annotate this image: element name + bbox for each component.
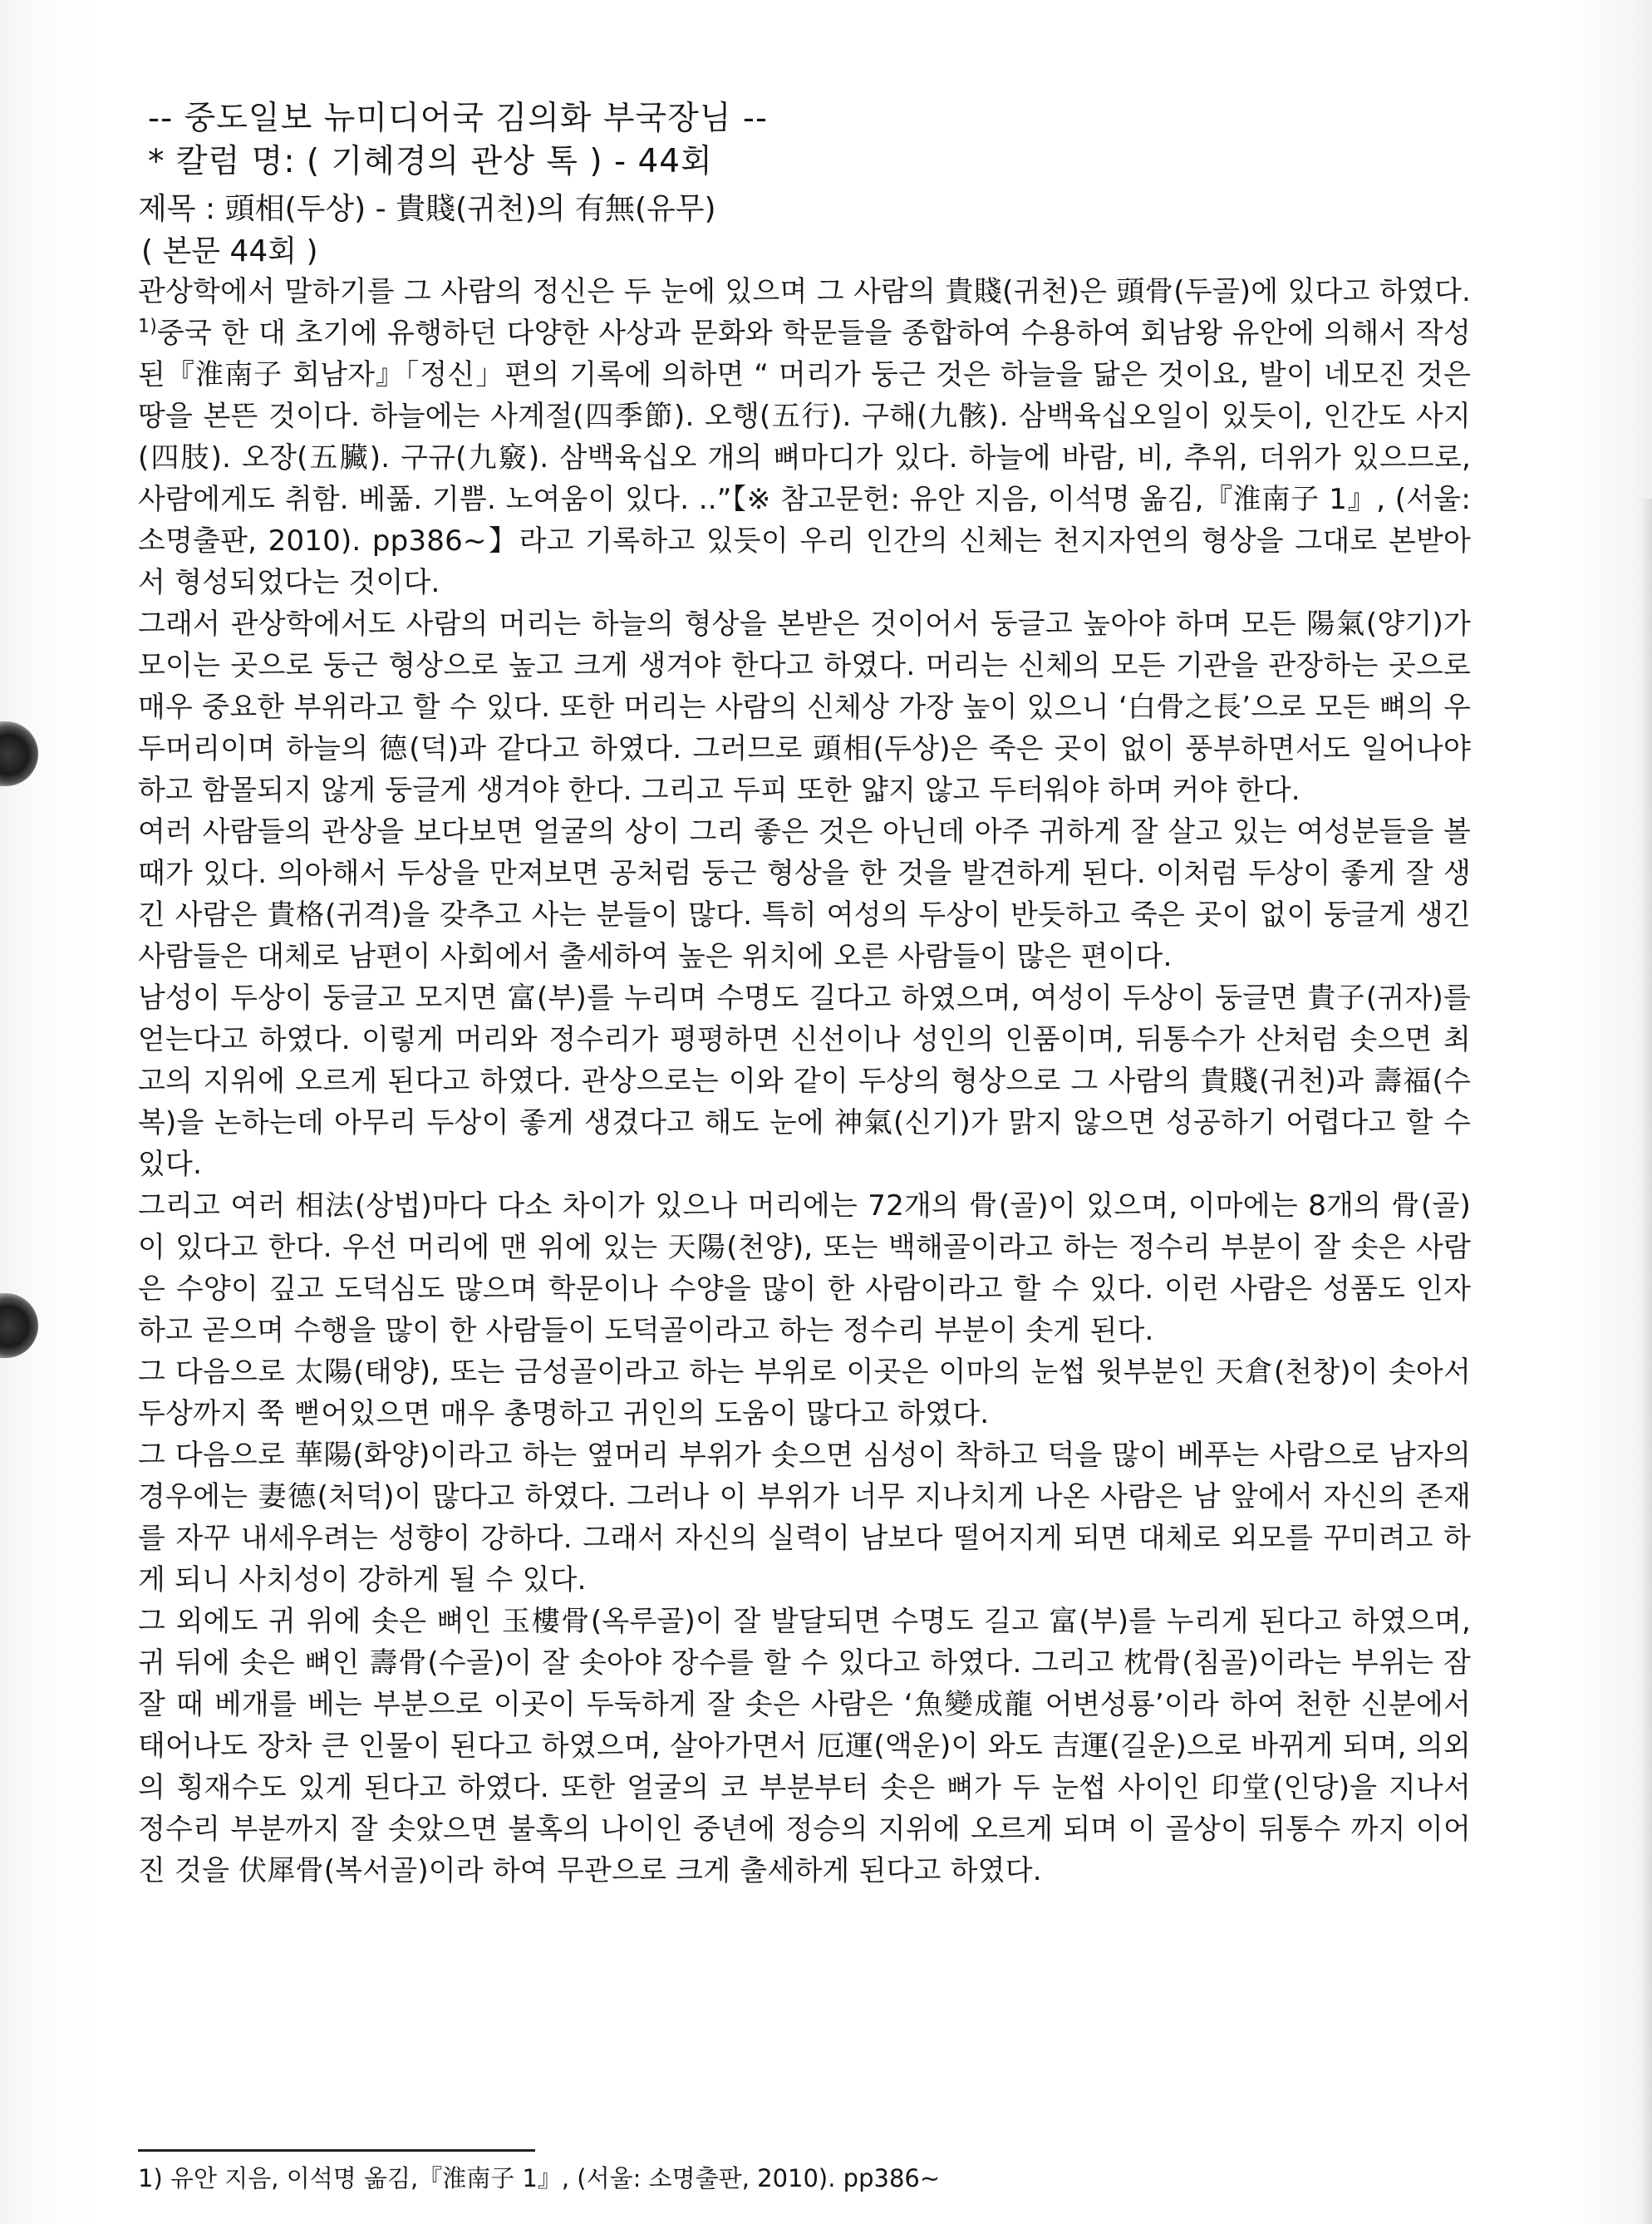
document-body xyxy=(138,98,1471,1892)
binder-hole-lower xyxy=(0,1293,38,1358)
paragraph-8: 그 외에도 귀 위에 솟은 뼈인 玉樓骨(옥루골)이 잘 발달되면 수명도 길고 富(부)를 누리게 된다고 하였으며, 귀 뒤에 솟은 뼈인 壽骨(수골)이 잘 솟아야 장수를 할 수 있다고 하였다. 그리고 枕骨(침골)이라는 부위는 잠 잘 때 베개를 베는 부분으로 이곳이 두둑하게 잘 솟은 사람은 ‘魚變成龍 어변성룡’이라 하여 천한 신분에서 태어나도 장차 큰 인물이 된다고 하였으며, 살아가면서 厄運(액운)이 와도 吉運(길운)으로 바뀌게 되며, 의외의 횡재수도 있게 된다고 하였다. 또한 얼굴의 코 부분부터 솟은 뼈가 두 눈썹 사이인 印堂(인당)을 지나서 정수리 부분까지 잘 솟았으면 불혹의 나이인 중년에 정승의 지위에 오르게 되며 이 골상이 뒤통수 까지 이어진 것을 伏犀骨(복서골)이라 하여 무관으로 크게 출세하게 된다고 하였다. xyxy=(138,1605,1471,1887)
binder-hole-upper xyxy=(0,721,38,786)
paragraph-5: 그리고 여러 相法(상법)마다 다소 차이가 있으나 머리에는 72개의 骨(골)이 있으며, 이마에는 8개의 骨(골)이 있다고 한다. 우선 머리에 맨 위에 있는 天陽(천양), 또는 백해골이라고 하는 정수리 부분이 잘 솟은 사람은 수양이 깊고 도덕심도 많으며 학문이나 수양을 많이 한 사람이라고 할 수 있다. 이런 사람은 성품도 인자하고 곧으며 수행을 많이 한 사람들이 도덕골이라고 하는 정수리 부분이 솟게 된다. xyxy=(138,1189,1471,1347)
section-label: ( 본문 44회 ) xyxy=(141,234,318,268)
paragraph-6: 그 다음으로 太陽(태양), 또는 금성골이라고 하는 부위로 이곳은 이마의 눈썹 윗부분인 天倉(천창)이 솟아서 두상까지 쭉 뻗어있으면 매우 총명하고 귀인의 도움이 많다고 하였다. xyxy=(138,1356,1471,1430)
paragraph-1-text-b: 중국 한 대 초기에 유행하던 다양한 사상과 문화와 학문들을 종합하여 수용하여 회남왕 유안에 의해서 작성된『淮南子 회남자』「정신」편의 기록에 의하면 “ 머리가 둥근 것은 하늘을 닮은 것이요, 발이 네모진 것은 땅을 본뜬 것이다. 하늘에는 사계절(四季節). 오행(五行). 구해(九骸). 삼백육십오일이 있듯이, 인간도 사지(四肢). 오장(五臟). 구규(九竅). 삼백육십오 개의 뼈마디가 있다. 하늘에 바람, 비, 추위, 더위가 있으므로, 사람에게도 취함. 베풂. 기쁨. 노여움이 있다. ..”【※ 참고문헌: 유안 지음, 이석명 옮김,『淮南子 1』, (서울: 소명출판, 2010). pp386~】라고 기록하고 있듯이 우리 인간의 신체는 천지자연의 형상을 그대로 본받아서 형성되었다는 것이다. xyxy=(138,317,1471,599)
page-edge-shadow xyxy=(1640,499,1652,2224)
paragraph-3: 여러 사람들의 관상을 보다보면 얼굴의 상이 그리 좋은 것은 아닌데 아주 귀하게 잘 살고 있는 여성분들을 볼 때가 있다. 의아해서 두상을 만져보면 공처럼 둥근 형상을 한 것을 발견하게 된다. 이처럼 두상이 좋게 잘 생긴 사람은 貴格(귀격)을 갖추고 사는 분들이 많다. 특히 여성의 두상이 반듯하고 죽은 곳이 없이 둥글게 생긴 사람들은 대체로 남편이 사회에서 출세하여 높은 위치에 오른 사람들이 많은 편이다. xyxy=(138,815,1471,973)
header-line-publisher: -- 중도일보 뉴미디어국 김의화 부국장님 -- xyxy=(148,100,769,137)
paragraph-7: 그 다음으로 華陽(화양)이라고 하는 옆머리 부위가 솟으면 심성이 착하고 덕을 많이 베푸는 사람으로 남자의 경우에는 妻德(처덕)이 많다고 하였다. 그러나 이 부위가 너무 지나치게 나온 사람은 남 앞에서 자신의 존재를 자꾸 내세우려는 성향이 강하다. 그래서 자신의 실력이 남보다 떨어지게 되면 대체로 외모를 꾸미려고 하게 되니 사치성이 강하게 될 수 있다. xyxy=(138,1439,1471,1597)
footnote-divider xyxy=(138,2149,535,2152)
paragraph-2: 그래서 관상학에서도 사람의 머리는 하늘의 형상을 본받은 것이어서 둥글고 높아야 하며 모든 陽氣(양기)가 모이는 곳으로 둥근 형상으로 높고 크게 생겨야 한다고 하였다. 머리는 신체의 모든 기관을 관장하는 곳으로 매우 중요한 부위라고 할 수 있다. 또한 머리는 사람의 신체상 가장 높이 있으니 ‘白骨之長’으로 모든 뼈의 우두머리이며 하늘의 德(덕)과 같다고 하였다. 그러므로 頭相(두상)은 죽은 곳이 없이 풍부하면서도 일어나야 하고 함몰되지 않게 둥글게 생겨야 한다. 그리고 두피 또한 얇지 않고 두터워야 하며 커야 한다. xyxy=(138,608,1471,807)
header-line-column: * 칼럼 명: ( 기혜경의 관상 톡 ) - 44회 xyxy=(148,143,713,180)
paragraph-4: 남성이 두상이 둥글고 모지면 富(부)를 누리며 수명도 길다고 하였으며, 여성이 두상이 둥글면 貴子(귀자)를 얻는다고 하였다. 이렇게 머리와 정수리가 평평하면 신선이나 성인의 인품이며, 뒤통수가 산처럼 솟으면 최고의 지위에 오르게 된다고 하였다. 관상으로는 이와 같이 두상의 형상으로 그 사람의 貴賤(귀천)과 壽福(수복)을 논하는데 아무리 두상이 좋게 생겼다고 해도 눈에 神氣(신기)가 맑지 않으면 성공하기 어렵다고 할 수 있다. xyxy=(138,982,1472,1181)
paragraph-1 xyxy=(138,271,1471,603)
article-title: 제목 : 頭相(두상) - 貴賤(귀천)의 有無(유무) xyxy=(138,192,716,226)
paragraph-1-text-a: 관상학에서 말하기를 그 사람의 정신은 두 눈에 있으며 그 사람의 貴賤(귀천)은 頭骨(두골)에 있다고 하였다. xyxy=(138,275,1471,308)
footnote: 1) 유안 지음, 이석명 옮김,『淮南子 1』, (서울: 소명출판, 2010). pp386~ xyxy=(138,2164,941,2192)
footnote-ref: 1) xyxy=(138,316,157,337)
